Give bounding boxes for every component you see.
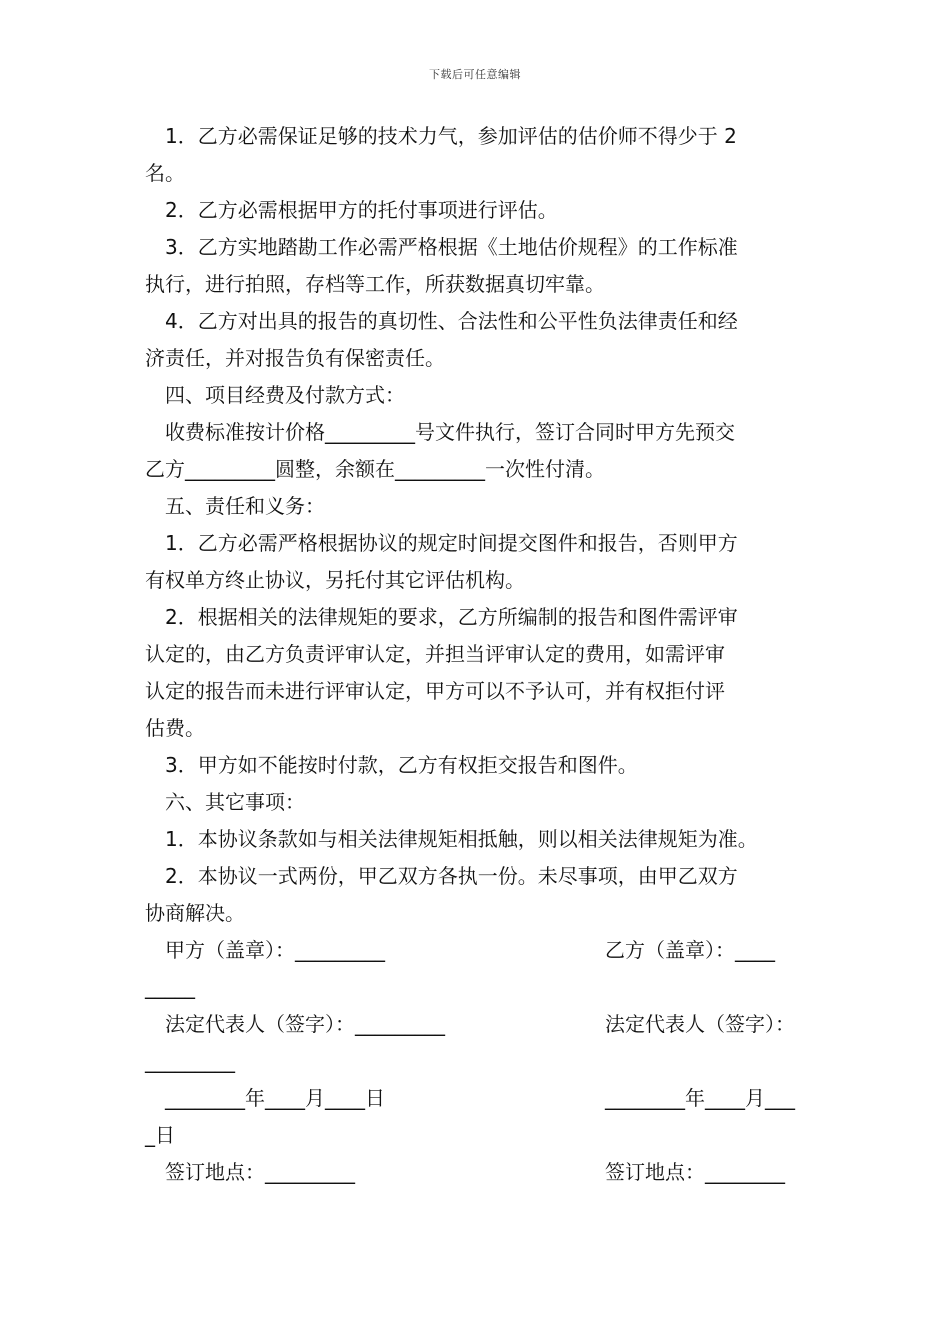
party-b-representative-wrap: _________ bbox=[145, 1049, 235, 1073]
clause-3-4-line-1: 4．乙方对出具的报告的真切性、合法性和公平性负法律责任和经 bbox=[165, 309, 738, 333]
clause-3-2: 2．乙方必需根据甲方的托付事项进行评估。 bbox=[165, 198, 558, 222]
clause-5-2-line-4: 估费。 bbox=[145, 716, 205, 740]
document-body bbox=[145, 118, 813, 1191]
party-a-representative: 法定代表人（签字）：_________ bbox=[165, 1012, 445, 1036]
section-5-heading: 五、责任和义务： bbox=[165, 494, 325, 518]
party-b-seal-wrap: _____ bbox=[145, 975, 195, 999]
party-b-date-wrap: _日 bbox=[145, 1123, 175, 1147]
party-b-seal: 乙方（盖章）：____ bbox=[605, 938, 775, 962]
clause-3-1-line-2: 名。 bbox=[145, 161, 185, 185]
clause-3-3-line-2: 执行，进行拍照，存档等工作，所获数据真切牢靠。 bbox=[145, 272, 605, 296]
clause-3-1-line-1: 1．乙方必需保证足够的技术力气，参加评估的估价师不得少于 2 bbox=[165, 124, 737, 148]
party-a-seal: 甲方（盖章）：_________ bbox=[165, 938, 385, 962]
clause-5-2-line-3: 认定的报告而未进行评审认定，甲方可以不予认可，并有权拒付评 bbox=[145, 679, 725, 703]
clause-6-2-line-2: 协商解决。 bbox=[145, 901, 245, 925]
clause-5-2-line-1: 2．根据相关的法律规矩的要求，乙方所编制的报告和图件需评审 bbox=[165, 605, 738, 629]
section-4-heading: 四、项目经费及付款方式： bbox=[165, 383, 405, 407]
party-b-place: 签订地点：________ bbox=[605, 1160, 785, 1184]
representative-row bbox=[145, 1006, 813, 1043]
fee-clause-line-1: 收费标准按计价格_________号文件执行，签订合同时甲方先预交 bbox=[165, 420, 735, 444]
clause-5-1-line-2: 有权单方终止协议，另托付其它评估机构。 bbox=[145, 568, 525, 592]
clause-6-2-line-1: 2．本协议一式两份，甲乙双方各执一份。未尽事项，由甲乙双方 bbox=[165, 864, 738, 888]
section-6-heading: 六、其它事项： bbox=[165, 790, 305, 814]
fee-clause-line-2: 乙方_________圆整，余额在_________一次性付清。 bbox=[145, 457, 605, 481]
clause-6-1: 1．本协议条款如与相关法律规矩相抵触，则以相关法律规矩为准。 bbox=[165, 827, 758, 851]
place-row bbox=[145, 1154, 813, 1191]
clause-5-1-line-1: 1．乙方必需严格根据协议的规定时间提交图件和报告，否则甲方 bbox=[165, 531, 738, 555]
party-a-place: 签订地点：_________ bbox=[165, 1160, 355, 1184]
party-b-date: ________年____月___ bbox=[605, 1086, 795, 1110]
header-note: 下载后可任意编辑 bbox=[429, 68, 521, 81]
party-b-representative: 法定代表人（签字）： bbox=[605, 1012, 795, 1036]
clause-5-2-line-2: 认定的，由乙方负责评审认定，并担当评审认定的费用，如需评审 bbox=[145, 642, 725, 666]
seal-row bbox=[145, 932, 813, 969]
date-row bbox=[145, 1080, 813, 1117]
clause-3-4-line-2: 济责任，并对报告负有保密责任。 bbox=[145, 346, 445, 370]
clause-5-3: 3．甲方如不能按时付款，乙方有权拒交报告和图件。 bbox=[165, 753, 638, 777]
party-a-date: ________年____月____日 bbox=[165, 1086, 385, 1110]
clause-3-3-line-1: 3．乙方实地踏勘工作必需严格根据《土地估价规程》的工作标准 bbox=[165, 235, 738, 259]
